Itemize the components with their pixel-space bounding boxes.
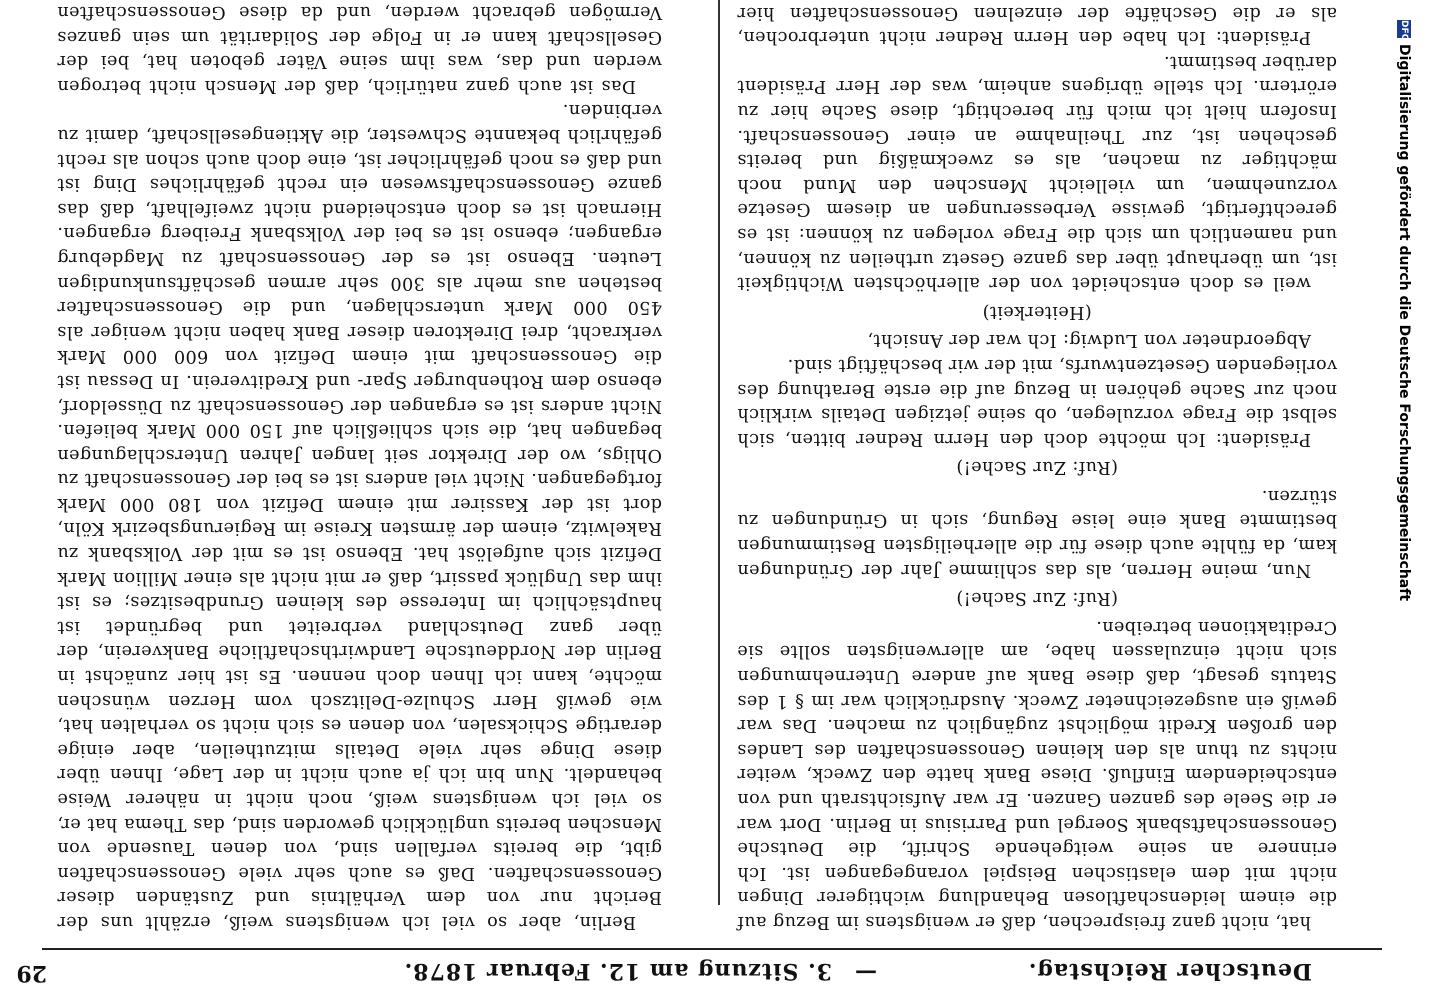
dfg-logo: DFG xyxy=(1399,20,1409,42)
paragraph: Das ist auch ganz natürlich, daß der Mensch nicht betrogen werden und das, was ihm seine Väter geboten hat, bei der Gesellschaft kann er in Folge der Solidarität um sein ganzes Vermögen gebracht werden, und da diese Genossenschaften xyxy=(57,2,662,96)
paragraph: Präsident: Ich habe den Herrn Redner nicht unterbrochen, als er die Geschäfte der einzelnen Genossenschaften hier xyxy=(737,2,1337,48)
credit-text: Digitalisierung gefördert durch die Deutsche Forschungsgemeinschaft xyxy=(1396,44,1412,602)
header-session: 3. Sitzung am 12. Februar 1878. xyxy=(403,958,832,984)
interjection: (Ruf: Zur Sache!) xyxy=(956,588,1118,609)
paragraph: weil es doch entscheidet von der allerhöchsten Wichtigkeit ist, um überhaupt über das ganze Gesetz urtheilen zu können, und namentlich um sich die Frage vorlegen zu können: ist es gerechtfertigt, gewisse Verbesserungen an diesem Gesetze vorzunehmen, um vielleicht Menschen den Mund noch mächtiger zu machen, als es zweckmäßig und bereits geschehen ist, zur Theilnahme an einer Genossenschaft. Insofern hielt ich mich für berechtigt, diese Sache hier zu erörtern. Ich stelle übrigens anheim, was der Herr Präsident darüber bestimmt. xyxy=(737,51,1337,294)
page-number: 29 xyxy=(16,960,47,986)
header-separator: — xyxy=(855,960,877,986)
text-column-second xyxy=(737,0,1337,934)
paragraph: Abgeordneter von Ludwig: Ich war der Ansicht, xyxy=(867,330,1311,351)
paragraph: Präsident: Ich möchte doch den Herrn Redner bitten, sich selbst die Frage vorzulegen, ob seine jetzigen Details wirklich noch zur Sache gehören in Bezug auf die erste Berathung des vorliegenden Gesetzentwurfs, mit der wir beschäftigt sind. xyxy=(737,354,1337,449)
text-column-first xyxy=(57,0,662,934)
paragraph: Nun, meine Herren, als das schlimme Jahr der Gründungen kam, da fühlte auch diese für die allerheiligsten Bestimmungen bestimmte Bank eine leise Regung, sich in Gründungen zu stürzen. xyxy=(737,485,1337,580)
column-divider xyxy=(718,0,720,905)
paragraph: Berlin, aber so viel ich wenigstens weiß, erzählt uns der Bericht nur von dem Verhältnis und Zuständen dieser Genossenschaften. Daß es auch sehr viele Genossenschaften gibt, die bereits verfallen sind, von denen Tausende von Menschen bereits unglücklich geworden sind, das Thema hat er, so viel ich wenigstens weiß, noch nicht in näherer Weise behandelt. Nun bin ich ja auch nicht in der Lage, Ihnen über diese Dinge sehr viele Details mitzutheilen, aber einige derartige Schicksalen, von denen es sich nicht so verhalten hat, wie gewiß Herr Schulze-Delitzsch vom Herzen wünschen möchte, kann ich Ihnen doch nennen. Es ist hier zunächst in Berlin der Norddeutsche Landwirthschaftliche Bankverein, der über ganz Deutschland verbreitet und begründet ist hauptsächlich im Interesse des kleinen Grundbesitzes; es ist ihm das Unglück passirt, daß er mit nicht als einer Million Mark Defizit sich aufgelöst hat. Ebenso ist es mit der Volksbank zu Rakelwitz, einem der ärmsten Kreise im Regierungsbezirk Köln, dort ist der Kassirer mit einem Defizit von 180 000 Mark fortgegangen. Nicht viel anders ist es bei der Genossenschaft zu Ohligs, wo der Direktor seit langen Jahren Unterschlagungen begangen hat, die sich schließlich auf 150 000 Mark beliefen. Nicht anders ist es ergangen der Genossenschaft zu Düsseldorf, ebenso dem Rothenburger Spar- und Kreditverein. In Dessau ist die Genossenschaft mit einem Defizit von 600 000 Mark verkracht, drei Direktoren dieser Bank haben nicht weniger als 450 000 Mark unterschlagen, und die Genossenschafter bestehen aus mehr als 300 sehr armen geschäftsunkundigen Leuten. Ebenso ist es der Genossenschaft zu Magdeburg ergangen; ebenso ist es bei der Volksbank Freiberg ergangen. Hiernach ist es doch entscheidend nicht zweifelhaft, daß das ganze Genossenschaftswesen ein recht gefährliches Ding ist und daß es noch gefährlicher ist, eine doch auch schon als recht gefährlich bekannte Schwester, die Aktiengesellschaft, damit zu verbinden. xyxy=(57,100,662,932)
interjection: (Heiterkeit) xyxy=(982,301,1092,322)
digitization-credit xyxy=(1392,20,1412,980)
interjection: (Ruf: Zur Sache!) xyxy=(956,457,1118,478)
header-rule xyxy=(42,948,1382,950)
paragraph: hat, nicht ganz freisprechen, daß er wenigstens im Bezug auf die einem leidenschaftlosen Behandlung wichtigerer Dingen nicht mit dem elastischen Beispiel vorangegangen ist. Ich erinnere an seine weitgehende Schrift, die Deutsche Genossenschaftsbank Soergel und Parrisius in Berlin. Dort war er die Seele des ganzen Ganzen. Er war Aufsichtsrath und von entscheidendem Einfluß. Diese Bank hatte den Zweck, weiter nichts zu thun als den kleinen Genossenschaften des Landes den großen Kredit möglichst zugänglich zu machen. Das war gewiß ein ausgezeichneter Zweck. Ausdrücklich war im § 1 des Statuts gesagt, daß diese Bank auf andere Unternehmungen sich nicht einzulassen habe, am allerwenigsten sollte sie Creditaktionen betreiben. xyxy=(737,616,1337,932)
header-title: Deutscher Reichstag. xyxy=(1027,958,1312,984)
